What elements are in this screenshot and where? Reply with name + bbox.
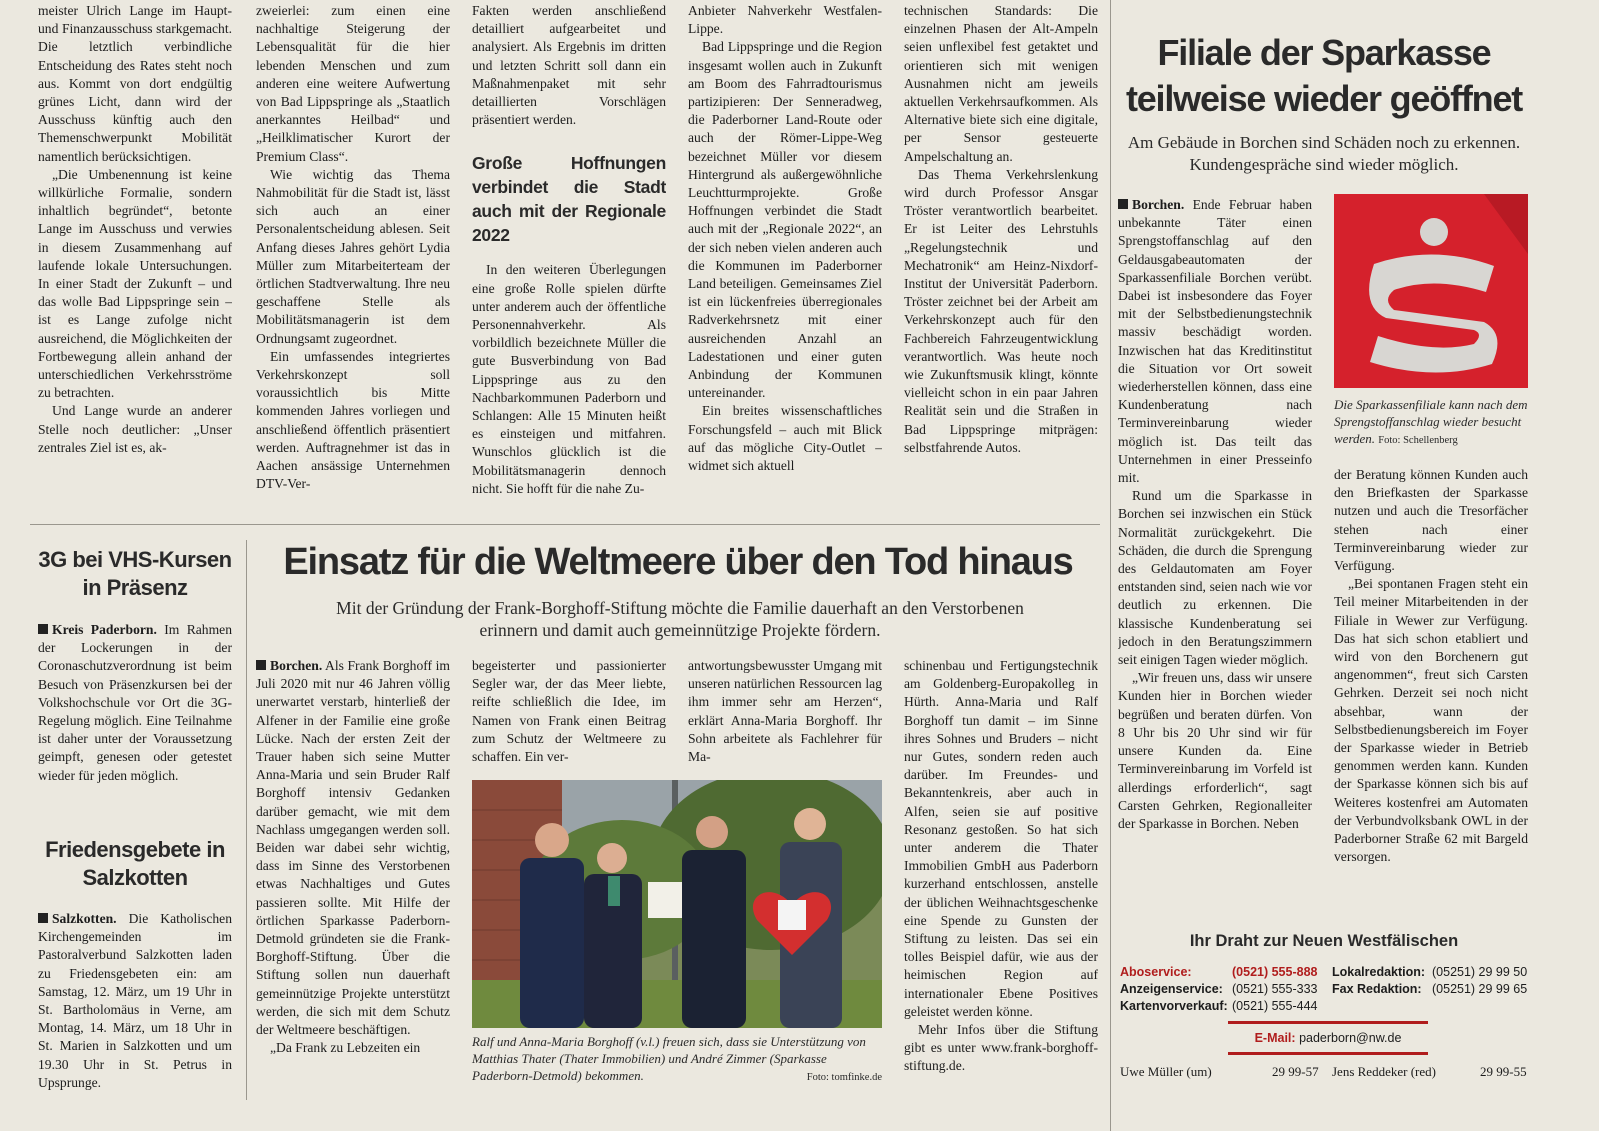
paragraph: begeisterter und passionierter Segler war, der das Meer liebte, reifte schließlich die Idee, im Namen von Frank einen Beitrag zum Schutz der Weltmeere zu schaffen. Ein ver-	[472, 658, 666, 765]
dateline: Borchen.	[270, 658, 323, 673]
weltmeere-headline: Einsatz für die Weltmeere über den Tod hinaus	[283, 541, 1073, 583]
paragraph: Rund um die Sparkasse in Borchen sei inzwischen ein Stück Normalität zurückgekehrt. Die Schäden, die durch die Sprengung des Geldautomaten am Foyer entstanden sind, seien nach wie vor deutlich zu erkennen. Die klassische Kundenberatung sei jedoch in den Beratungszimmern seit einigen Tagen wieder möglich.	[1118, 488, 1312, 668]
contact-row	[1120, 998, 1532, 1015]
paragraph: „Wir freuen uns, dass wir unsere Kunden hier in Borchen wieder begrüßen und beraten dürfen. Von 8 Uhr bis 20 Uhr sind wir für unsere Kunden da. Eine Terminvereinbarung im Vorfeld ist allerdings erforderlich“, sagt Carsten Gehrken, Regionalleiter der Sparkasse in Borchen. Neben	[1118, 670, 1312, 831]
body-text: Im Rahmen der Lockerungen in der Coronaschutzverordnung ist beim Besuch von Präsenzkursen bei der Volkshochschule vor Ort die 3G-Regelung möglich. Eine Teilnahme ist daher unter der Voraussetzung geimpft, genesen oder getestet wieder für jeden möglich.	[38, 622, 232, 783]
vhs-headline: 3G bei VHS-Kursen in Präsenz	[38, 547, 232, 600]
contact-label: Lokalredaktion:	[1332, 965, 1426, 979]
top-article-col-5	[904, 2, 1098, 512]
contact-label: Aboservice:	[1120, 965, 1192, 979]
weltmeere-col-1	[256, 657, 450, 1097]
paragraph: Ein breites wissenschaftliches Forschungsfeld – auch mit Blick auf das mögliche City-Outlet – widmet sich aktuell	[688, 403, 882, 474]
top-article-col-4	[688, 2, 882, 512]
staff-row	[1120, 1063, 1532, 1081]
weltmeere-caption	[472, 1033, 882, 1086]
dateline: Borchen.	[1132, 197, 1185, 212]
paragraph: Wie wichtig das Thema Nahmobilität für die Stadt ist, lässt sich auch an einer Personalentscheidung ablesen. Seit Anfang dieses Jahres gehört Lydia Müller zum Mitarbeiterteam der örtlichen Stadtverwaltung. Ihre neu geschaffene Stelle als Mobilitätsmanagerin ist dem Ordnungsamt zugeordnet.	[256, 166, 450, 346]
body-text: Ende Februar haben unbekannte Täter einen Sprengstoffanschlag auf den Geldausgabeautomaten der Sparkassenfiliale Borchen verübt. Dabei ist insbesondere das Foyer mit der Selbstbedienungstechnik massiv beschädigt worden. Inzwischen hat das Kreditinstitut die Situation vor Ort soweit wiederherstellen können, dass eine Kundenberatung nach Terminvereinbarung wieder möglich ist. Das teilt das Unternehmen in einer Presseinfo mit.	[1118, 197, 1312, 486]
frieden-body	[38, 910, 232, 1100]
paragraph: „Da Frank zu Lebzeiten ein	[270, 1040, 421, 1056]
contact-phone: (05251) 29 99 65	[1432, 982, 1528, 996]
contact-phone: (05251) 29 99 50	[1432, 965, 1528, 979]
contact-table	[1120, 964, 1532, 1015]
caption-text: Ralf und Anna-Maria Borghoff (v.l.) freuen sich, dass sie Unterstützung von Matthias Thater (Thater Immobilien) und André Zimmer (Sparkasse Paderborn-Detmold) bekommen.	[472, 1034, 866, 1083]
frieden-headline: Friedensgebete in Salzkotten	[45, 837, 225, 890]
paragraph: Ein umfassendes integriertes Verkehrskonzept soll voraussichtlich bis Mitte kommenden Jahres vorliegen und anschließend öffentlich präsentiert werden. Auftragnehmer ist das in Aachen ansässige Unternehmen DTV-Ver-	[256, 348, 450, 492]
contact-red-rule	[1228, 1052, 1428, 1055]
paragraph: Das Thema Verkehrslenkung wird durch Professor Ansgar Tröster verantwortlich bearbeitet. Er ist Leiter des Lehrstuhls „Regelungstechnik und Mechatronik“ am Heinz-Nixdorf-Institut der Universität Paderborn. Tröster zeichnet bei der Arbeit am Verkehrskonzept auch für den Fachbereich Fahrzeugentwicklung verantwortlich. Was heute noch wie Zukunftsmusik klingt, könnte vielleicht schon in ein paar Jahren Realität sein und die Straßen in Bad Lippspringe mitprägen: selbstfahrende Autos.	[904, 166, 1098, 455]
square-bullet-icon	[38, 913, 48, 923]
top-article-col-1	[38, 2, 232, 512]
paragraph: In den weiteren Überlegungen eine große Rolle spielen dürfte unter anderem auch der öffentliche Personennahverkehr. Als vorbildlich bezeichnete Müller die gute Busverbindung von Bad Lippspringe aus zu den Nachbarkommunen Paderborn und Schlangen: Alle 15 Minuten heißt es einsteigen und mitfahren. Wunschlos glücklich ist die Mobilitätsmanagerin dennoch nicht. Sie hofft für die nahe Zu-	[472, 262, 666, 496]
photo-credit: Foto: tomfinke.de	[806, 1072, 882, 1083]
dateline: Kreis Paderborn.	[52, 622, 157, 637]
photo-credit: Foto: Schellenberg	[1378, 435, 1458, 446]
weltmeere-col-4	[904, 657, 1098, 1097]
paragraph: Und Lange wurde an anderer Stelle noch deutlicher: „Unser zentrales Ziel ist es, ak-	[38, 403, 232, 455]
column-rule	[1110, 0, 1111, 1131]
paragraph: Bad Lippspringe und die Region insgesamt wollen auch in Zukunft am Boom des Fahrradtourismus partizipieren: Der Senneradweg, die Paderborner Land-Route oder auch der Römer-Lippe-Weg bezeichnet Müller vor diesem Hintergrund als außergewöhnliche Leuchtturmprojekte. Große Hoffnungen verbindet die Stadt auch mit der „Regionale 2022“, an der sich neben vielen anderen auch die Kommunen im Paderborner Land beteiligen. Gemeinsames Ziel ist ein lückenfreies überregionales Radverkehrsnetz mit einer ausreichenden Anzahl an Ladestationen und einer guten Anbindung der Kommunen untereinander.	[688, 39, 882, 401]
vhs-body	[38, 621, 232, 811]
contact-label: Anzeigenservice:	[1120, 982, 1223, 996]
paragraph: der Beratung können Kunden auch den Briefkasten der Sparkasse nutzen und auch die Tresorfächer stehen nach einer Terminvereinbarung wieder zur Verfügung.	[1334, 467, 1528, 574]
paragraph: Mehr Infos über die Stiftung gibt es unter www.frank-borghoff-stiftung.de.	[904, 1022, 1098, 1074]
sparkasse-logo-photo	[1334, 194, 1528, 388]
subheadline: Große Hoffnungen verbindet die Stadt auch mit der Regionale 2022	[472, 153, 666, 246]
paragraph: antwortungsbewusster Umgang mit unseren natürlichen Ressourcen lag ihm immer sehr am Herzen“, erklärt Anna-Maria Borghoff. Ihr Sohn arbeitete als Fachlehrer für Ma-	[688, 658, 882, 765]
contact-phone: (0521) 555-444	[1232, 999, 1318, 1013]
weltmeere-deck: Mit der Gründung der Frank-Borghoff-Stiftung möchte die Familie dauerhaft an den Verstorbenen erinnern und damit auch gemeinnützige Projekte fördern.	[336, 598, 1024, 640]
sparkasse-col-1	[1118, 196, 1312, 914]
section-rule	[30, 524, 1100, 525]
top-article-col-3	[472, 2, 666, 512]
paragraph: „Die Umbenennung ist keine willkürliche Formalie, sondern inhaltlich begründet“, betonte Lange im Ausschuss und verwies in diesem Zusammenhang auf laufende lokale Untersuchungen. In einer Stadt der Zukunft – und das wolle Bad Lippspringe sein – ist es Lange zufolge nicht ausreichend, die Möglichkeiten der Fortbewegung allein anhand der unterschiedlichen Verkehrsströme zu betrachten.	[38, 166, 232, 401]
email-label: E-Mail:	[1254, 1031, 1296, 1045]
weltmeere-col-2	[472, 657, 666, 767]
staff-name: Uwe Müller (um)	[1120, 1064, 1212, 1079]
weltmeere-col-3	[688, 657, 882, 767]
contact-row	[1120, 981, 1532, 998]
email-link[interactable]: paderborn@nw.de	[1299, 1031, 1402, 1045]
borghoff-photo	[472, 780, 882, 1028]
body-text: Die Katholischen Kirchengemeinden im Pastoralverbund Salzkotten laden zu Friedensgebeten ein: am Samstag, 12. März, um 19 Uhr in St. Bartholomäus in Verne, am Montag, 14. März, um 18 Uhr in St. Marien in Salzkotten und um 19.30 Uhr in St. Petrus in Upsprunge.	[38, 911, 232, 1090]
contact-red-rule	[1228, 1021, 1428, 1024]
sparkasse-logo-icon	[1334, 194, 1528, 388]
sparkasse-col-2	[1334, 466, 1528, 912]
contact-label: Kartenvorverkauf:	[1120, 999, 1228, 1013]
paragraph: zweierlei: zum einen eine nachhaltige Steigerung der Lebensqualität für die hier lebenden Menschen und zum anderen eine weitere Aufwertung von Bad Lippspringe als „Staatlich anerkanntes Heilbad“ und „Heilklimatischer Kurort der Premium Class“.	[256, 3, 450, 164]
paragraph: schinenbau und Fertigungstechnik am Goldenberg-Europakolleg in Hürth. Anna-Maria und Ralf Borghoff tun damit – im Sinne ihres Sohnes und Bruders – nicht nur Gutes, sondern reden auch darüber. Im Freundes- und Bekanntenkreis, aber auch in Alfen, seien sie auf positive Resonanz gestoßen. So hat sich unter anderem die Thater Immobilien GmbH aus Paderborn kurzerhand entschlossen, anstelle der üblichen Weihnachtsgeschenke eine Spende zu Gunsten der Stiftung zu leisten. Das sei ein tolles Beispiel dafür, wie aus der heimischen Region auf internationaler Ebene Positives geleistet werden könne.	[904, 658, 1098, 1019]
contact-phone: (0521) 555-888	[1232, 965, 1318, 979]
contact-label: Fax Redaktion:	[1332, 982, 1422, 996]
paragraph: „Bei spontanen Fragen steht ein Teil meiner Mitarbeitenden in der Filiale in Wewer zur Verfügung. Das hat sich schon etabliert und wird von den Borchenern gut angenommen“, freut sich Carsten Gehrken. Derzeit sei noch nicht absehbar, wann der Selbstbedienungsbereich im Foyer der Sparkasse wieder in Betrieb genommen werden kann. Kunden der Sparkasse können sich bis auf Weiteres kostenfrei am Automaten der Verbundvolksbank OWL in der Paderborner Straße 62 mit Bargeld versorgen.	[1334, 576, 1528, 865]
dateline: Salzkotten.	[52, 911, 117, 926]
caption-text: Die Sparkassenfiliale kann nach dem Sprengstoffanschlag wieder besucht werden.	[1334, 397, 1528, 446]
contact-email	[1228, 1030, 1428, 1047]
square-bullet-icon	[256, 660, 266, 670]
square-bullet-icon	[1118, 199, 1128, 209]
sparkasse-headline: Filiale der Sparkasse teilweise wieder geöffnet	[1125, 32, 1523, 119]
column-rule	[246, 540, 247, 1100]
staff-phone: 29 99-55	[1480, 1064, 1527, 1079]
paragraph: Fakten werden anschließend detailliert aufgearbeitet und analysiert. Als Ergebnis im dritten und letzten Schritt soll dann ein Maßnahmenpaket mit sehr detaillierten Vorschlägen präsentiert werden.	[472, 3, 666, 128]
photo-illustration	[472, 780, 882, 1028]
contact-phone: (0521) 555-333	[1232, 982, 1318, 996]
paragraph: Anbieter Nahverkehr Westfalen-Lippe.	[688, 3, 882, 37]
paragraph: meister Ulrich Lange im Haupt- und Finanzausschuss starkgemacht. Die letztlich verbindliche Entscheidung des Rates steht noch aus. Kommt von dort endgültig grünes Licht, dann wird der Ausschuss künftig auch den Themenschwerpunkt Mobilität namentlich berücksichtigen.	[38, 3, 232, 164]
staff-phone: 29 99-57	[1272, 1064, 1319, 1079]
contact-title: Ihr Draht zur Neuen Westfälischen	[1189, 932, 1459, 950]
staff-list	[1120, 1063, 1532, 1081]
contact-row	[1120, 964, 1532, 981]
square-bullet-icon	[38, 624, 48, 634]
top-article-col-2	[256, 2, 450, 512]
sparkasse-deck: Am Gebäude in Borchen sind Schäden noch zu erkennen. Kundengespräche sind wieder möglich.	[1127, 133, 1521, 174]
body-text: Als Frank Borghoff im Juli 2020 mit nur 46 Jahren völlig unerwartet verstarb, hinterließ der Alfener in der Familie eine große Lücke. Nach der ersten Zeit der Trauer haben sich seine Mutter Anna-Maria und sein Bruder Ralf Borghoff intensiv Gedanken darüber gemacht, wie mit dem Nachlass umgegangen werden soll. Beiden war dabei sehr wichtig, dass im Sinne des Verstorbenen etwas Nachhaltiges und Gutes passieren sollte. Mit Hilfe der örtlichen Sparkasse Paderborn-Detmold gründeten sie die Frank-Borghoff-Stiftung. Über die Stiftung sollen nun dauerhaft gemeinnützige Projekte unterstützt werden, die sich mit dem Schutz der Weltmeere beschäftigen.	[256, 658, 450, 1038]
sparkasse-caption	[1334, 396, 1530, 449]
staff-name: Jens Reddeker (red)	[1332, 1064, 1436, 1079]
paragraph: technischen Standards: Die einzelnen Phasen der Alt-Ampeln seien unflexibel fest getaktet und orientieren sich mit wenigen Ausnahmen nicht am jeweils aktuellen Verkehrsaufkommen. Als Alternative biete sich eine digitale, per Sensor gesteuerte Ampelschaltung an.	[904, 3, 1098, 164]
